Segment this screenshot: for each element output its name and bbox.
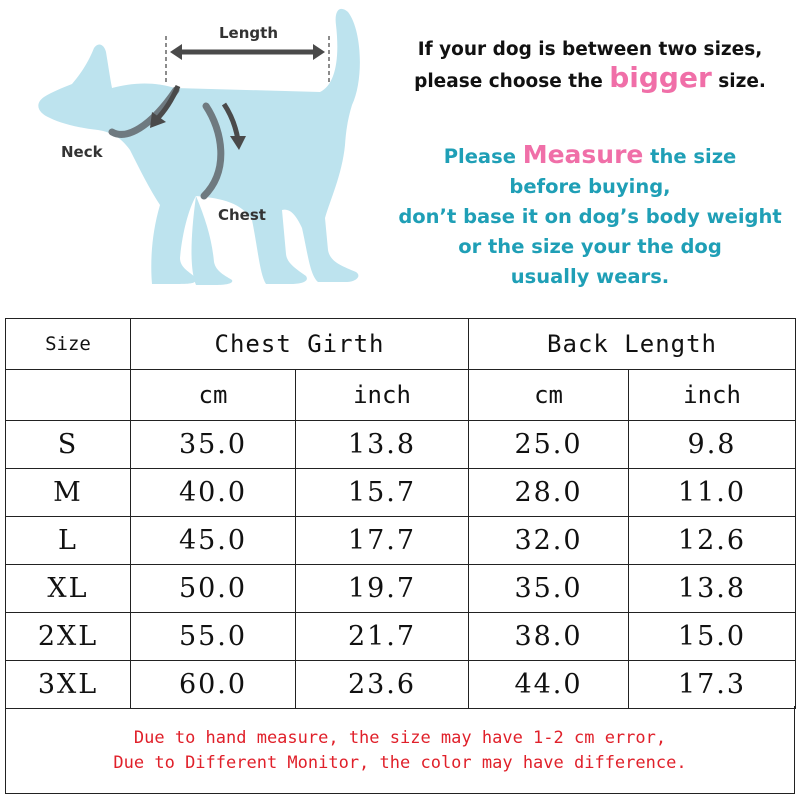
chest-inch-cell: 15.7	[296, 469, 469, 517]
size-chart-table	[5, 318, 796, 709]
disclaimer-line-1: Due to hand measure, the size may have 1-2 cm error,	[133, 728, 667, 748]
back-cm-cell: 38.0	[469, 613, 629, 661]
chest-inch-cell: 23.6	[296, 661, 469, 709]
size-cell: L	[6, 517, 131, 565]
table-row	[6, 613, 796, 661]
chest-cm-cell: 55.0	[131, 613, 296, 661]
measure-line-4: or the size your the dog	[458, 235, 722, 258]
disclaimer-line-2: Due to Different Monitor, the color may have difference.	[113, 753, 687, 773]
measure-pre: Please	[443, 145, 523, 168]
length-label: Length	[219, 24, 278, 42]
back-cm-cell: 25.0	[469, 421, 629, 469]
back-cm-cell: 28.0	[469, 469, 629, 517]
notice-line-2-pre: please choose the	[414, 71, 610, 92]
unit-chest-cm: cm	[131, 370, 296, 421]
back-inch-cell: 9.8	[629, 421, 796, 469]
unit-back-cm: cm	[469, 370, 629, 421]
back-cm-cell: 35.0	[469, 565, 629, 613]
table-row	[6, 421, 796, 469]
neck-label: Neck	[61, 143, 103, 161]
notice-line-2-post: size.	[711, 71, 766, 92]
back-inch-cell: 12.6	[629, 517, 796, 565]
chest-cm-cell: 60.0	[131, 661, 296, 709]
back-inch-cell: 17.3	[629, 661, 796, 709]
measure-line-3: don’t base it on dog’s body weight	[398, 205, 782, 228]
size-cell: XL	[6, 565, 131, 613]
measurement-guide	[0, 0, 800, 300]
chest-cm-cell: 35.0	[131, 421, 296, 469]
chest-cm-cell: 50.0	[131, 565, 296, 613]
table-row	[6, 517, 796, 565]
size-choice-notice	[390, 36, 790, 96]
length-arrow-icon	[170, 44, 325, 60]
table-header-row	[6, 319, 796, 370]
back-inch-cell: 11.0	[629, 469, 796, 517]
size-cell: S	[6, 421, 131, 469]
chest-cm-cell: 45.0	[131, 517, 296, 565]
bigger-highlight: bigger	[609, 61, 712, 94]
table-unit-row	[6, 370, 796, 421]
back-length-header: Back Length	[469, 319, 796, 370]
measure-line-5: usually wears.	[510, 265, 670, 288]
chest-girth-header: Chest Girth	[131, 319, 469, 370]
table-row	[6, 469, 796, 517]
table-row	[6, 661, 796, 709]
size-cell: M	[6, 469, 131, 517]
dog-silhouette-diagram	[0, 0, 390, 300]
notice-line-2	[390, 61, 790, 96]
back-cm-cell: 44.0	[469, 661, 629, 709]
back-inch-cell: 13.8	[629, 565, 796, 613]
chest-inch-cell: 17.7	[296, 517, 469, 565]
measure-line-2: before buying,	[509, 175, 671, 198]
table-row	[6, 565, 796, 613]
size-header: Size	[6, 319, 131, 370]
chest-inch-cell: 21.7	[296, 613, 469, 661]
measure-post: the size	[643, 145, 737, 168]
chest-cm-cell: 40.0	[131, 469, 296, 517]
size-cell: 3XL	[6, 661, 131, 709]
size-cell: 2XL	[6, 613, 131, 661]
disclaimer-box	[5, 706, 795, 794]
chest-label: Chest	[218, 206, 266, 224]
measure-highlight: Measure	[522, 140, 644, 169]
back-cm-cell: 32.0	[469, 517, 629, 565]
notice-line-1: If your dog is between two sizes,	[417, 39, 763, 60]
unit-back-inch: inch	[629, 370, 796, 421]
measure-line-1	[390, 140, 790, 172]
chest-inch-cell: 13.8	[296, 421, 469, 469]
back-inch-cell: 15.0	[629, 613, 796, 661]
unit-chest-inch: inch	[296, 370, 469, 421]
unit-blank-cell	[6, 370, 131, 421]
chest-inch-cell: 19.7	[296, 565, 469, 613]
measure-notice	[390, 140, 790, 292]
